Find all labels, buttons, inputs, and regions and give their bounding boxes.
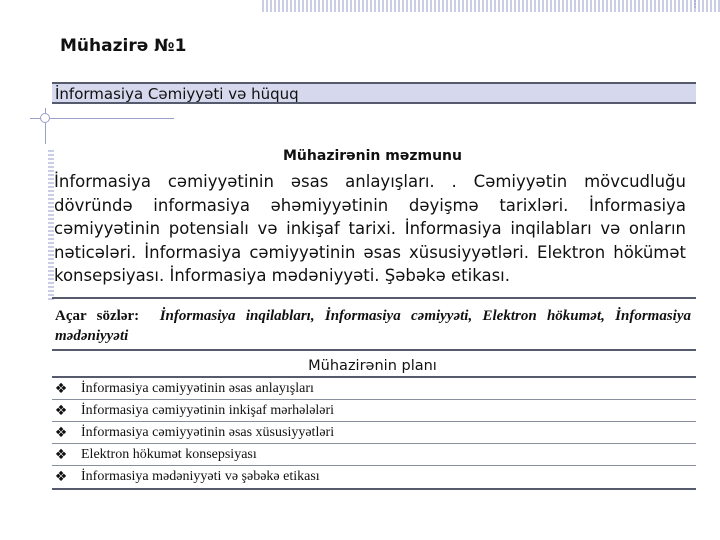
decorative-corner-mark	[694, 0, 716, 8]
topic-bar	[52, 82, 696, 104]
diamond-bullet-icon: ❖	[54, 403, 68, 419]
crosshair-circle-icon	[40, 113, 50, 123]
lecture-title: Mühazirə №1	[60, 36, 187, 56]
diamond-bullet-icon: ❖	[54, 381, 68, 397]
plan-list	[52, 376, 696, 490]
crosshair-decoration-horizontal	[30, 118, 174, 119]
plan-item	[52, 378, 696, 400]
diamond-bullet-icon: ❖	[54, 447, 68, 463]
plan-item	[52, 444, 696, 466]
decorative-top-stripe	[262, 0, 720, 12]
plan-item-text: İnformasiya cəmiyyətinin əsas anlayışları	[81, 381, 314, 396]
plan-item-text: İnformasiya cəmiyyətinin əsas xüsusiyyətləri	[81, 425, 335, 440]
content-body: İnformasiya cəmiyyətinin əsas anlayışları. . Cəmiyyətin mövcudluğu dövründə informasiya əhəmiyyətinin dəyişmə tarixləri. İnformasiya cəmiyyətinin potensialı və inkişaf tarixi. İnformasiya inqilabları və onların nəticələri. İnformasiya cəmiyyətinin əsas xüsusiyyətləri. Elektron hökümət konsepsiyası. İnformasiya mədəniyyəti. Şəbəkə etikası.	[54, 172, 686, 285]
keywords-label: Açar sözlər:	[55, 308, 140, 324]
diamond-bullet-icon: ❖	[54, 469, 68, 485]
plan-item	[52, 422, 696, 444]
diamond-bullet-icon: ❖	[54, 425, 68, 441]
keywords-value: İnformasiya inqilabları, İnformasiya cəmiyyəti, Elektron hökumət, İnformasiya mədəniyyəti	[55, 308, 691, 344]
topic-title: İnformasiya Cəmiyyəti və hüquq	[55, 85, 299, 103]
plan-item-text: İnformasiya cəmiyyətinin inkişaf mərhələləri	[81, 403, 335, 418]
plan-item	[52, 466, 696, 488]
plan-item-text: İnformasiya mədəniyyəti və şəbəkə etikası	[81, 469, 320, 484]
plan-heading: Mühazirənin planı	[308, 358, 437, 374]
keywords-paragraph	[55, 306, 691, 346]
content-heading: Mühazirənin məzmunu	[283, 148, 462, 164]
plan-item-text: Elektron hökumət konsepsiyası	[81, 447, 257, 462]
keywords-section	[52, 297, 696, 351]
plan-item	[52, 400, 696, 422]
